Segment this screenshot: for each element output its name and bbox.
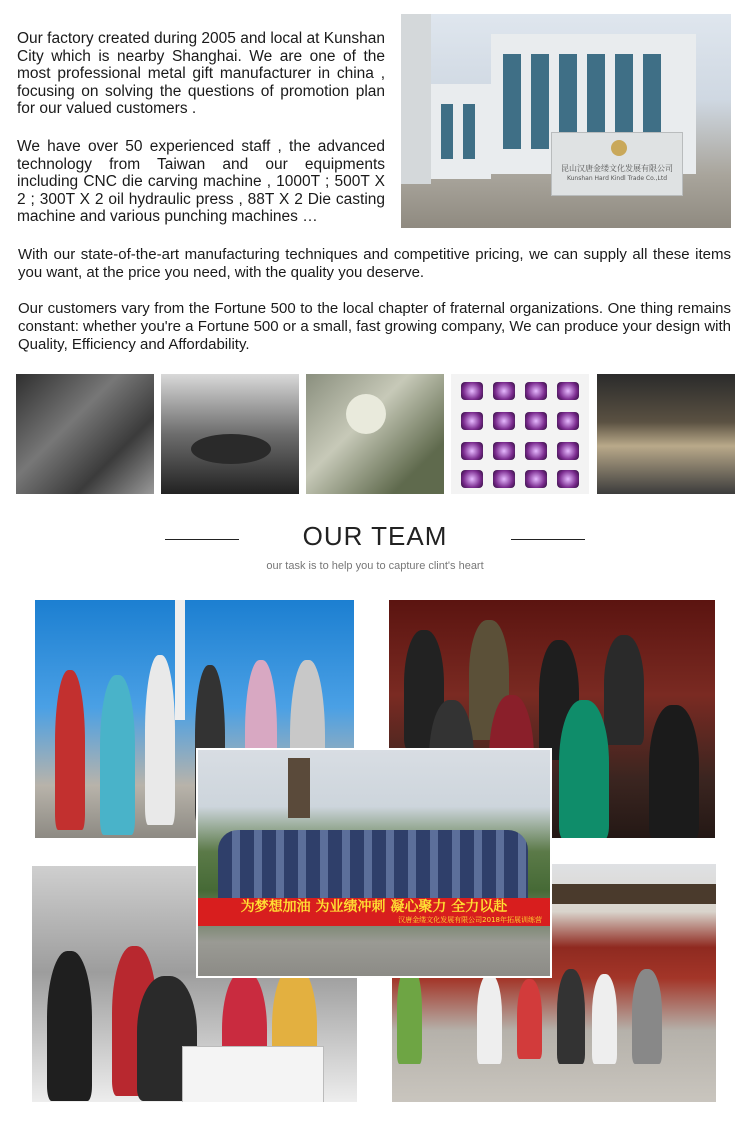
die-moulds-photo — [16, 374, 154, 494]
team-tagline: our task is to help you to capture clint's heart — [266, 560, 484, 572]
company-gate-sign: 昆山汉唐金缕文化发展有限公司 Kunshan Hard Kindl Trade Co.,Ltd — [551, 132, 683, 196]
hydraulic-press-photo — [161, 374, 299, 494]
factory-building-photo — [401, 14, 731, 228]
pricing-paragraph: With our state-of-the-art manufacturing techniques and competitive pricing, we can supply all these items you want, at the price you need, with the quality you deserve. — [18, 246, 731, 281]
heading-divider-right — [511, 539, 585, 540]
company-emblem-icon — [611, 140, 627, 156]
customers-paragraph: Our customers vary from the Fortune 500 to the local chapter of fraternal organizations. One thing remains constant: whether you're a Fortune 500 or a small, fast growing company, We can produce your design with Quality, Efficiency and Affordability. — [18, 300, 731, 353]
staff-paragraph: We have over 50 experienced staff , the advanced technology from Taiwan and our equipments including CNC die carving machine , 1000T ; 500T X 2 ; 300T X 2 oil hydraulic press , 88T X 2 Die casting machine and various punching machines … — [17, 138, 385, 225]
team-outdoor-training-photo — [196, 748, 552, 978]
team-heading: OUR TEAM — [302, 521, 448, 551]
training-camp-banner: 为梦想加油 为业绩冲刺 凝心聚力 全力以赴 汉唐金缕文化发展有限公司2018年拓展训练营 — [198, 898, 550, 926]
punching-machines-photo — [306, 374, 444, 494]
printed-badges-photo — [451, 374, 589, 494]
intro-paragraph: Our factory created during 2005 and local at Kunshan City which is nearby Shanghai. We are one of the most professional metal gift manufacturer in china , focusing on solving the questions of promotion plan for our valued customers . — [17, 30, 385, 117]
casting-trays-photo — [597, 374, 735, 494]
